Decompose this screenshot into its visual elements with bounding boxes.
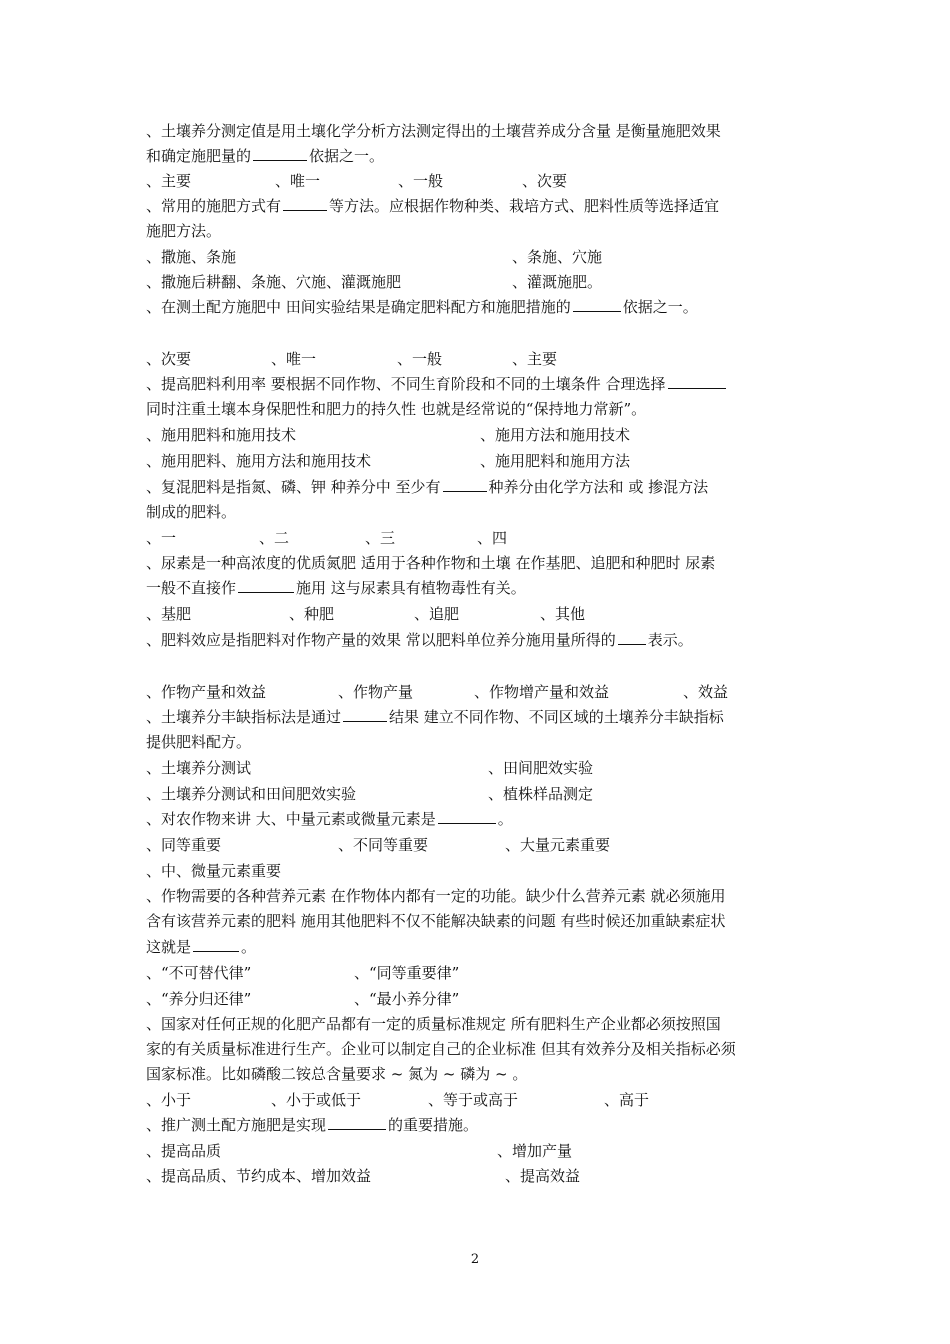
q4-option-d[interactable]: 、施用肥料和施用方法 bbox=[480, 452, 631, 470]
q12-option-a[interactable]: 、提高品质 bbox=[146, 1142, 222, 1160]
q2-line1: 、常用的施肥方式有 等方法。应根据作物种类、栽培方式、肥料性质等选择适宜 bbox=[146, 197, 720, 215]
q3-option-d[interactable]: 、主要 bbox=[512, 350, 558, 368]
q7-option-c[interactable]: 、作物增产量和效益 bbox=[474, 683, 610, 701]
q1-line1: 、土壤养分测定值是用土壤化学分析方法测定得出的土壤营养成分含量 是衡量施肥效果 bbox=[146, 122, 721, 140]
q9-option-d[interactable]: 、中、微量元素重要 bbox=[146, 862, 282, 880]
q10-option-a[interactable]: 、“不可替代律” bbox=[146, 964, 252, 982]
answer-blank[interactable] bbox=[253, 146, 307, 161]
q11-option-d[interactable]: 、高于 bbox=[604, 1091, 650, 1109]
answer-blank[interactable] bbox=[328, 1115, 386, 1130]
q2-option-d[interactable]: 、灌溉施肥。 bbox=[512, 273, 603, 291]
q8-option-c[interactable]: 、土壤养分测试和田间肥效实验 bbox=[146, 785, 357, 803]
q7-option-d[interactable]: 、效益 bbox=[683, 683, 729, 701]
q8-option-b[interactable]: 、田间肥效实验 bbox=[488, 759, 594, 777]
q9-option-a[interactable]: 、同等重要 bbox=[146, 836, 222, 854]
q10-option-c[interactable]: 、“养分归还律” bbox=[146, 990, 252, 1008]
q2-line2: 施肥方法。 bbox=[146, 222, 222, 240]
q1-line2: 和确定施肥量的 依据之一。 bbox=[146, 147, 385, 165]
q1-option-d[interactable]: 、次要 bbox=[522, 172, 568, 190]
q11-line3: 国家标准。比如磷酸二铵总含量要求 ~ 氮为 ~ 磷为 ~ 。 bbox=[146, 1065, 528, 1083]
q7-option-a[interactable]: 、作物产量和效益 bbox=[146, 683, 267, 701]
answer-blank[interactable] bbox=[193, 937, 239, 952]
q2-option-a[interactable]: 、撒施、条施 bbox=[146, 248, 237, 266]
q5-line1: 、复混肥料是指氮、磷、钾 种养分中 至少有 种养分由化学方法和 或 掺混方法 bbox=[146, 478, 709, 496]
q5-option-b[interactable]: 、二 bbox=[259, 529, 290, 547]
page-number: 2 bbox=[470, 1252, 480, 1267]
q1-option-c[interactable]: 、一般 bbox=[398, 172, 444, 190]
q4-option-a[interactable]: 、施用肥料和施用技术 bbox=[146, 426, 297, 444]
q3-option-a[interactable]: 、次要 bbox=[146, 350, 192, 368]
q10-line1: 、作物需要的各种营养元素 在作物体内都有一定的功能。缺少什么营养元素 就必须施用 bbox=[146, 887, 726, 905]
q5-option-a[interactable]: 、一 bbox=[146, 529, 177, 547]
q12-option-c[interactable]: 、提高品质、节约成本、增加效益 bbox=[146, 1167, 372, 1185]
q10-option-d[interactable]: 、“最小养分律” bbox=[354, 990, 460, 1008]
q1-option-a[interactable]: 、主要 bbox=[146, 172, 192, 190]
q6-option-a[interactable]: 、基肥 bbox=[146, 605, 192, 623]
q11-line1: 、国家对任何正规的化肥产品都有一定的质量标准规定 所有肥料生产企业都必须按照国 bbox=[146, 1015, 721, 1033]
q3-line1: 、在测土配方施肥中 田间实验结果是确定肥料配方和施肥措施的 依据之一。 bbox=[146, 298, 698, 316]
q8-line1: 、土壤养分丰缺指标法是通过 结果 建立不同作物、不同区域的土壤养分丰缺指标 bbox=[146, 708, 724, 726]
answer-blank[interactable] bbox=[668, 374, 726, 389]
q7-line1: 、肥料效应是指肥料对作物产量的效果 常以肥料单位养分施用量所得的 表示。 bbox=[146, 631, 693, 649]
q6-option-c[interactable]: 、追肥 bbox=[414, 605, 460, 623]
q10-line3: 这就是 。 bbox=[146, 938, 257, 956]
q12-option-b[interactable]: 、增加产量 bbox=[497, 1142, 573, 1160]
q4-option-c[interactable]: 、施用肥料、施用方法和施用技术 bbox=[146, 452, 372, 470]
q4-line2: 同时注重土壤本身保肥性和肥力的持久性 也就是经常说的“保持地力常新”。 bbox=[146, 400, 647, 418]
answer-blank[interactable] bbox=[283, 196, 327, 211]
q6-line2: 一般不直接作 施用 这与尿素具有植物毒性有关。 bbox=[146, 579, 526, 597]
q5-option-d[interactable]: 、四 bbox=[477, 529, 508, 547]
q6-option-d[interactable]: 、其他 bbox=[540, 605, 586, 623]
q8-option-a[interactable]: 、土壤养分测试 bbox=[146, 759, 252, 777]
q4-line1: 、提高肥料利用率 要根据不同作物、不同生育阶段和不同的土壤条件 合理选择 bbox=[146, 374, 728, 394]
answer-blank[interactable] bbox=[443, 477, 487, 492]
q1-option-b[interactable]: 、唯一 bbox=[275, 172, 321, 190]
q3-option-b[interactable]: 、唯一 bbox=[271, 350, 317, 368]
q11-line2: 家的有关质量标准进行生产。企业可以制定自己的企业标准 但其有效养分及相关指标必须 bbox=[146, 1040, 736, 1058]
q8-option-d[interactable]: 、植株样品测定 bbox=[488, 785, 594, 803]
q9-line1: 、对农作物来讲 大、中量元素或微量元素是 。 bbox=[146, 810, 513, 828]
answer-blank[interactable] bbox=[238, 578, 294, 593]
q11-option-c[interactable]: 、等于或高于 bbox=[428, 1091, 519, 1109]
q2-option-b[interactable]: 、条施、穴施 bbox=[512, 248, 603, 266]
q9-option-b[interactable]: 、不同等重要 bbox=[338, 836, 429, 854]
q10-line2: 含有该营养元素的肥料 施用其他肥料不仅不能解决缺素的问题 有些时候还加重缺素症状 bbox=[146, 912, 726, 930]
q11-option-a[interactable]: 、小于 bbox=[146, 1091, 192, 1109]
q6-option-b[interactable]: 、种肥 bbox=[289, 605, 335, 623]
q12-option-d[interactable]: 、提高效益 bbox=[505, 1167, 581, 1185]
answer-blank[interactable] bbox=[618, 630, 646, 645]
q9-option-c[interactable]: 、大量元素重要 bbox=[505, 836, 611, 854]
q10-option-b[interactable]: 、“同等重要律” bbox=[354, 964, 460, 982]
q2-option-c[interactable]: 、撒施后耕翻、条施、穴施、灌溉施肥 bbox=[146, 273, 402, 291]
q6-line1: 、尿素是一种高浓度的优质氮肥 适用于各种作物和土壤 在作基肥、追肥和种肥时 尿素 bbox=[146, 554, 716, 572]
q7-option-b[interactable]: 、作物产量 bbox=[338, 683, 414, 701]
q5-option-c[interactable]: 、三 bbox=[365, 529, 396, 547]
answer-blank[interactable] bbox=[438, 809, 496, 824]
q5-line2: 制成的肥料。 bbox=[146, 503, 237, 521]
q8-line2: 提供肥料配方。 bbox=[146, 733, 252, 751]
q11-option-b[interactable]: 、小于或低于 bbox=[271, 1091, 362, 1109]
answer-blank[interactable] bbox=[343, 707, 387, 722]
answer-blank[interactable] bbox=[573, 297, 621, 312]
q3-option-c[interactable]: 、一般 bbox=[397, 350, 443, 368]
q4-option-b[interactable]: 、施用方法和施用技术 bbox=[480, 426, 631, 444]
q12-line1: 、推广测土配方施肥是实现 的重要措施。 bbox=[146, 1116, 479, 1134]
